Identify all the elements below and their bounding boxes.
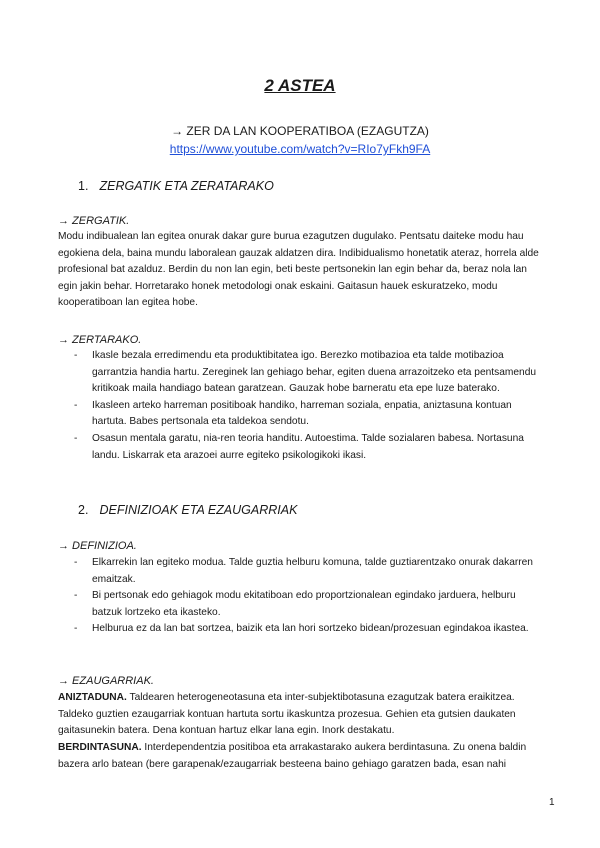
list-item-text: Helburua ez da lan bat sortzea, baizik eta lan hori sortzeko bidean/prozesuan egindakoa ikastea. <box>92 623 529 635</box>
list-item-text: Osasun mentala garatu, nia-ren teoria handitu. Autoestima. Talde sozialaren babesa. Nortasuna landu. Liskarrak eta arazoei aurre egiteko psikologikoki ikasi. <box>92 432 524 461</box>
dash-icon: - <box>74 623 78 635</box>
definizioa-list <box>74 555 548 638</box>
definizioa-heading: → DEFINIZIOA. <box>58 540 137 552</box>
ezaugarriak-heading: → EZAUGARRIAK. <box>58 675 154 687</box>
list-item-text: Elkarrekin lan egiteko modua. Talde guztia helburu komuna, talde guztiarentzako onurak dakarren emaitzak. <box>92 557 533 585</box>
aniztaduna-label: ANIZTADUNA. <box>58 692 127 703</box>
youtube-link[interactable]: https://www.youtube.com/watch?v=RIo7yFkh9FA <box>169 142 431 156</box>
section-1-number: 1. <box>78 179 89 193</box>
page-number: 1 <box>549 797 555 808</box>
list-item <box>74 398 548 431</box>
section-2-title: DEFINIZIOAK ETA EZAUGARRIAK <box>99 503 298 517</box>
berdintasuna-text: Interdependentzia positiboa eta arrakastarako aukera berdintasuna. Zu onena baldin bazera arlo batean (bere garapenak/ezaugarriak besteena baino gehiago garatzen bada, esan nahi <box>58 742 527 770</box>
section-1-heading <box>78 179 274 193</box>
zertarako-list <box>74 348 548 464</box>
dash-icon: - <box>74 590 78 602</box>
list-item-text: Ikasle bezala erredimendu eta produktibitatea igo. Berezko motibazioa eta talde motibazioa garrantzia handia hartu. Zereginek lan gehiago behar, egiten duena arrazoitzeko eta pentsamendu kritikoak maila handiago batean garatzean. Gauzak hobe barneratu eta epe luze baterako. <box>92 350 537 395</box>
list-item <box>74 588 548 621</box>
aniztaduna-paragraph <box>58 690 548 740</box>
zergatik-heading: → ZERGATIK. <box>58 215 130 227</box>
dash-icon: - <box>74 399 78 411</box>
aniztaduna-text: Taldearen heterogeneotasuna eta inter-subjektibotasuna ezagutzak batera eraikitzea. Taldeko guztien ezaugarriak kontuan hartuta sortu ikaskuntza prozesua. Gehien eta gutsien daukaten gaitasunekin batera. Dena kontuan hartuz elkar lana egin. Inork destakatu. <box>58 692 516 737</box>
section-2-heading <box>78 503 297 517</box>
page-title: 2 ASTEA <box>264 76 336 95</box>
list-item-text: Bi pertsonak edo gehiagok modu ekitatiboan edo proportzionalean egindako jarduera, helburu batzuk lortzeko eta ikasteko. <box>92 590 516 618</box>
section-1-title: ZERGATIK ETA ZERATARAKO <box>99 179 274 193</box>
zergatik-paragraph: Modu indibualean lan egitea onurak dakar gure burua ezagutzen dugulako. Pentsatu daiteke modu hau egokiena dela, baina mundu laboralean gauzak aldatzen dira. Indibidualismo honetatik ateraz, horrela alde profesional bat azalduz. Berdin du non lan egin, beti beste pertsonekin lan egin behar da, beraz nola lan egin jakin behar. Horretarako honek metodologi onak eskaini. Gaitasun hauek eskuratzeko, modu kooperatiboan lan egitea hobe. <box>58 231 539 309</box>
subtitle: → ZER DA LAN KOOPERATIBOA (EZAGUTZA) <box>171 124 429 138</box>
list-item <box>74 431 548 464</box>
dash-icon: - <box>74 557 78 568</box>
list-item <box>74 621 548 638</box>
zertarako-heading: → ZERTARAKO. <box>58 334 142 346</box>
berdintasuna-paragraph <box>58 740 548 773</box>
dash-icon: - <box>74 350 78 361</box>
list-item-text: Ikasleen arteko harreman positiboak handiko, harreman soziala, enpatia, aniztasuna kontuan hartuta. Babes pertsonala eta taldekoa sendotu. <box>92 399 512 428</box>
section-2-number: 2. <box>78 503 89 517</box>
list-item <box>74 555 548 588</box>
berdintasuna-label: BERDINTASUNA. <box>58 742 142 753</box>
list-item <box>74 348 548 398</box>
dash-icon: - <box>74 432 78 444</box>
